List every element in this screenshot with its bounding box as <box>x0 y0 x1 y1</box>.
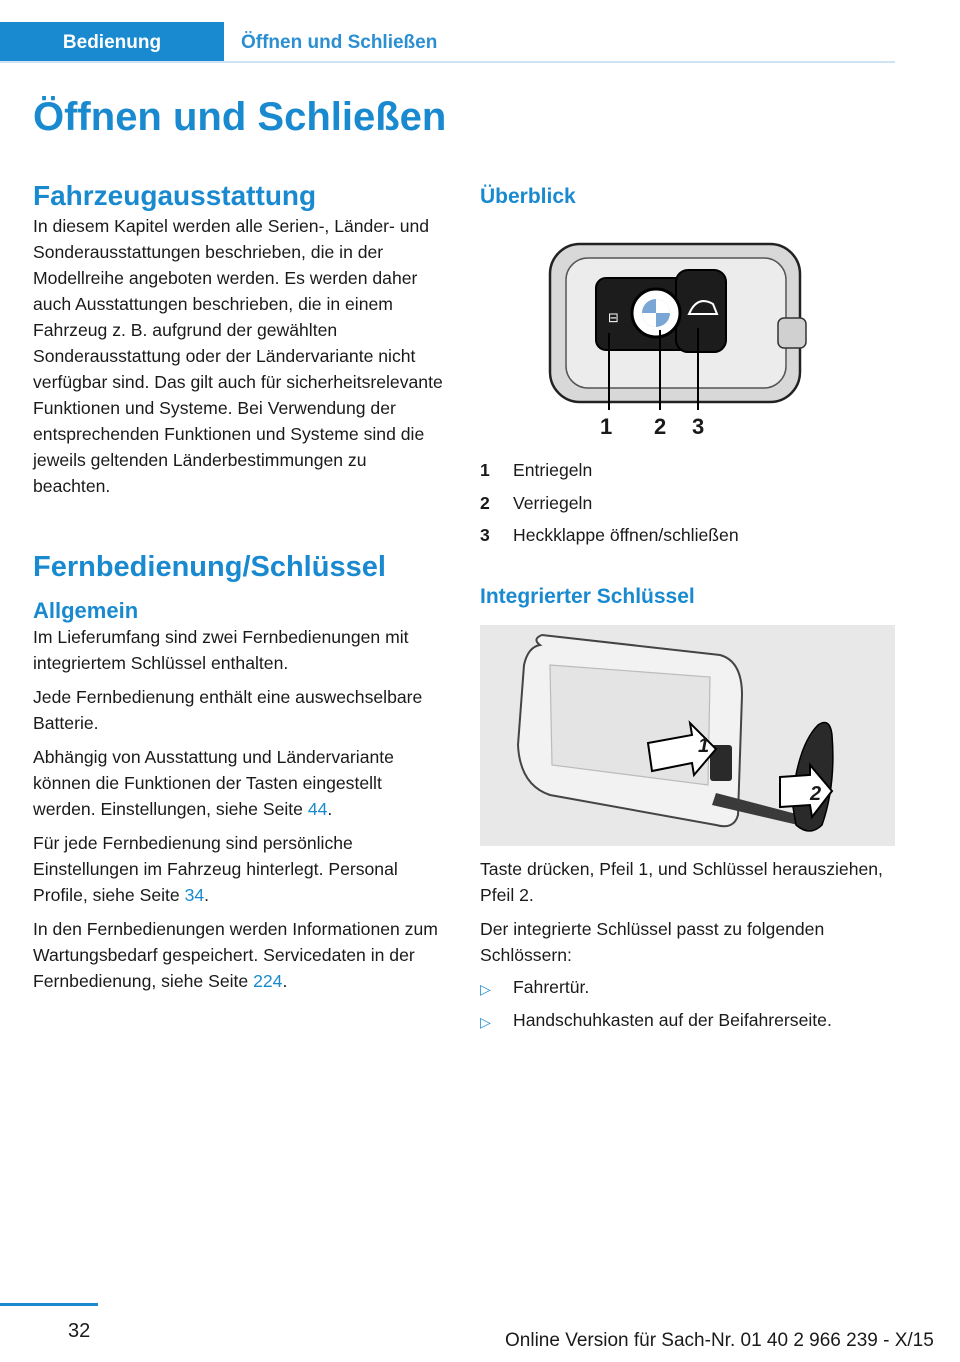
paragraph-scope: Im Lieferumfang sind zwei Fernbedienungen mit integriertem Schlüssel enthalten. <box>33 627 409 673</box>
service-text: In den Fernbedienungen werden Informationen zum Wartungsbedarf gespeichert. Servicedaten in der Fernbedienung, siehe Seite <box>33 919 438 991</box>
lock-list <box>480 974 895 1040</box>
key-fob-overview-image <box>548 238 828 450</box>
page-title: Öffnen und Schließen <box>33 95 447 139</box>
left-column <box>33 180 448 507</box>
list-item <box>480 525 895 558</box>
item-label: Verriegeln <box>513 492 593 513</box>
heading-integrated-key: Integrierter Schlüssel <box>480 585 695 608</box>
integrated-key-drawing <box>480 625 895 846</box>
list-item <box>480 1007 895 1040</box>
list-item <box>480 974 895 1007</box>
heading-equipment: Fahrzeugausstattung <box>33 180 317 211</box>
item-number: 3 <box>480 525 490 545</box>
link-page-44[interactable]: 44 <box>307 799 328 819</box>
callout-2: 2 <box>654 414 667 439</box>
list-item <box>480 493 895 526</box>
list-item <box>480 460 895 493</box>
footer-rule <box>0 1303 98 1306</box>
period: . <box>204 885 210 905</box>
period: . <box>282 971 288 991</box>
key-fob-drawing <box>548 238 828 450</box>
paragraph-equipment: In diesem Kapitel werden alle Serien-, Länder- und Sonderausstattungen beschrieben, die in der Modellreihe angeboten werden. Es werden daher auch Ausstattungen beschrieben, die in einem Fahrzeug z. B. aufgrund der gewählten Sonderausstattung oder der Ländervariante nicht verfügbar sind. Das gilt auch für sicherheitsrelevante Funktionen und Systeme. Bei Verwendung der entsprechenden Funktionen und Systeme sind die jeweils geltenden Länderbestimmungen zu beachten. <box>33 216 443 496</box>
settings-text: Abhängig von Ausstattung und Ländervariante können die Funktionen der Tasten eingestellt werden. Einstellungen, siehe Seite <box>33 747 394 819</box>
chapter-tab[interactable]: Öffnen und Schließen <box>241 31 438 53</box>
heading-overview: Überblick <box>480 185 576 208</box>
period: . <box>327 799 333 819</box>
left-column-remote <box>33 551 448 1002</box>
svg-text:⊟: ⊟ <box>608 311 619 326</box>
link-page-34[interactable]: 34 <box>184 885 205 905</box>
heading-remote: Fernbedienung/Schlüssel <box>33 551 386 583</box>
item-number: 2 <box>480 492 490 513</box>
item-label: Handschuhkasten auf der Beifahrerseite. <box>513 1010 832 1030</box>
integrated-key-image <box>480 625 895 846</box>
callout-3: 3 <box>692 414 705 439</box>
header-divider <box>0 61 895 63</box>
item-number: 1 <box>480 460 490 480</box>
page-number: 32 <box>68 1320 91 1342</box>
callout-1: 1 <box>600 414 613 439</box>
paragraph-settings <box>33 744 448 822</box>
arrow-2-label: 2 <box>810 783 822 805</box>
section-tab[interactable]: Bedienung <box>0 22 224 63</box>
button-legend <box>480 460 895 558</box>
item-label: Entriegeln <box>513 460 593 480</box>
profile-text: Für jede Fernbedienung sind persönliche Einstellungen im Fahrzeug hinterlegt. Personal Profile, siehe Seite <box>33 833 398 905</box>
triangle-bullet-icon: ▷ <box>480 1014 491 1030</box>
paragraph-press-button: Taste drücken, Pfeil 1, und Schlüssel herausziehen, Pfeil 2. <box>480 859 883 905</box>
paragraph-fits-locks: Der integrierte Schlüssel passt zu folgenden Schlössern: <box>480 919 825 965</box>
paragraph-battery: Jede Fernbedienung enthält eine auswechselbare Batterie. <box>33 687 423 733</box>
arrow-1-label: 1 <box>698 735 710 757</box>
right-column-text <box>480 856 895 1040</box>
triangle-bullet-icon: ▷ <box>480 981 491 997</box>
item-label: Heckklappe öffnen/schließen <box>513 525 739 545</box>
link-page-224[interactable]: 224 <box>253 971 283 991</box>
item-label: Fahrertür. <box>513 977 590 997</box>
heading-general: Allgemein <box>33 598 139 623</box>
paragraph-service-data <box>33 916 448 994</box>
footer-version: Online Version für Sach-Nr. 01 40 2 966 239 - X/15 <box>505 1330 934 1351</box>
paragraph-profile <box>33 830 448 908</box>
